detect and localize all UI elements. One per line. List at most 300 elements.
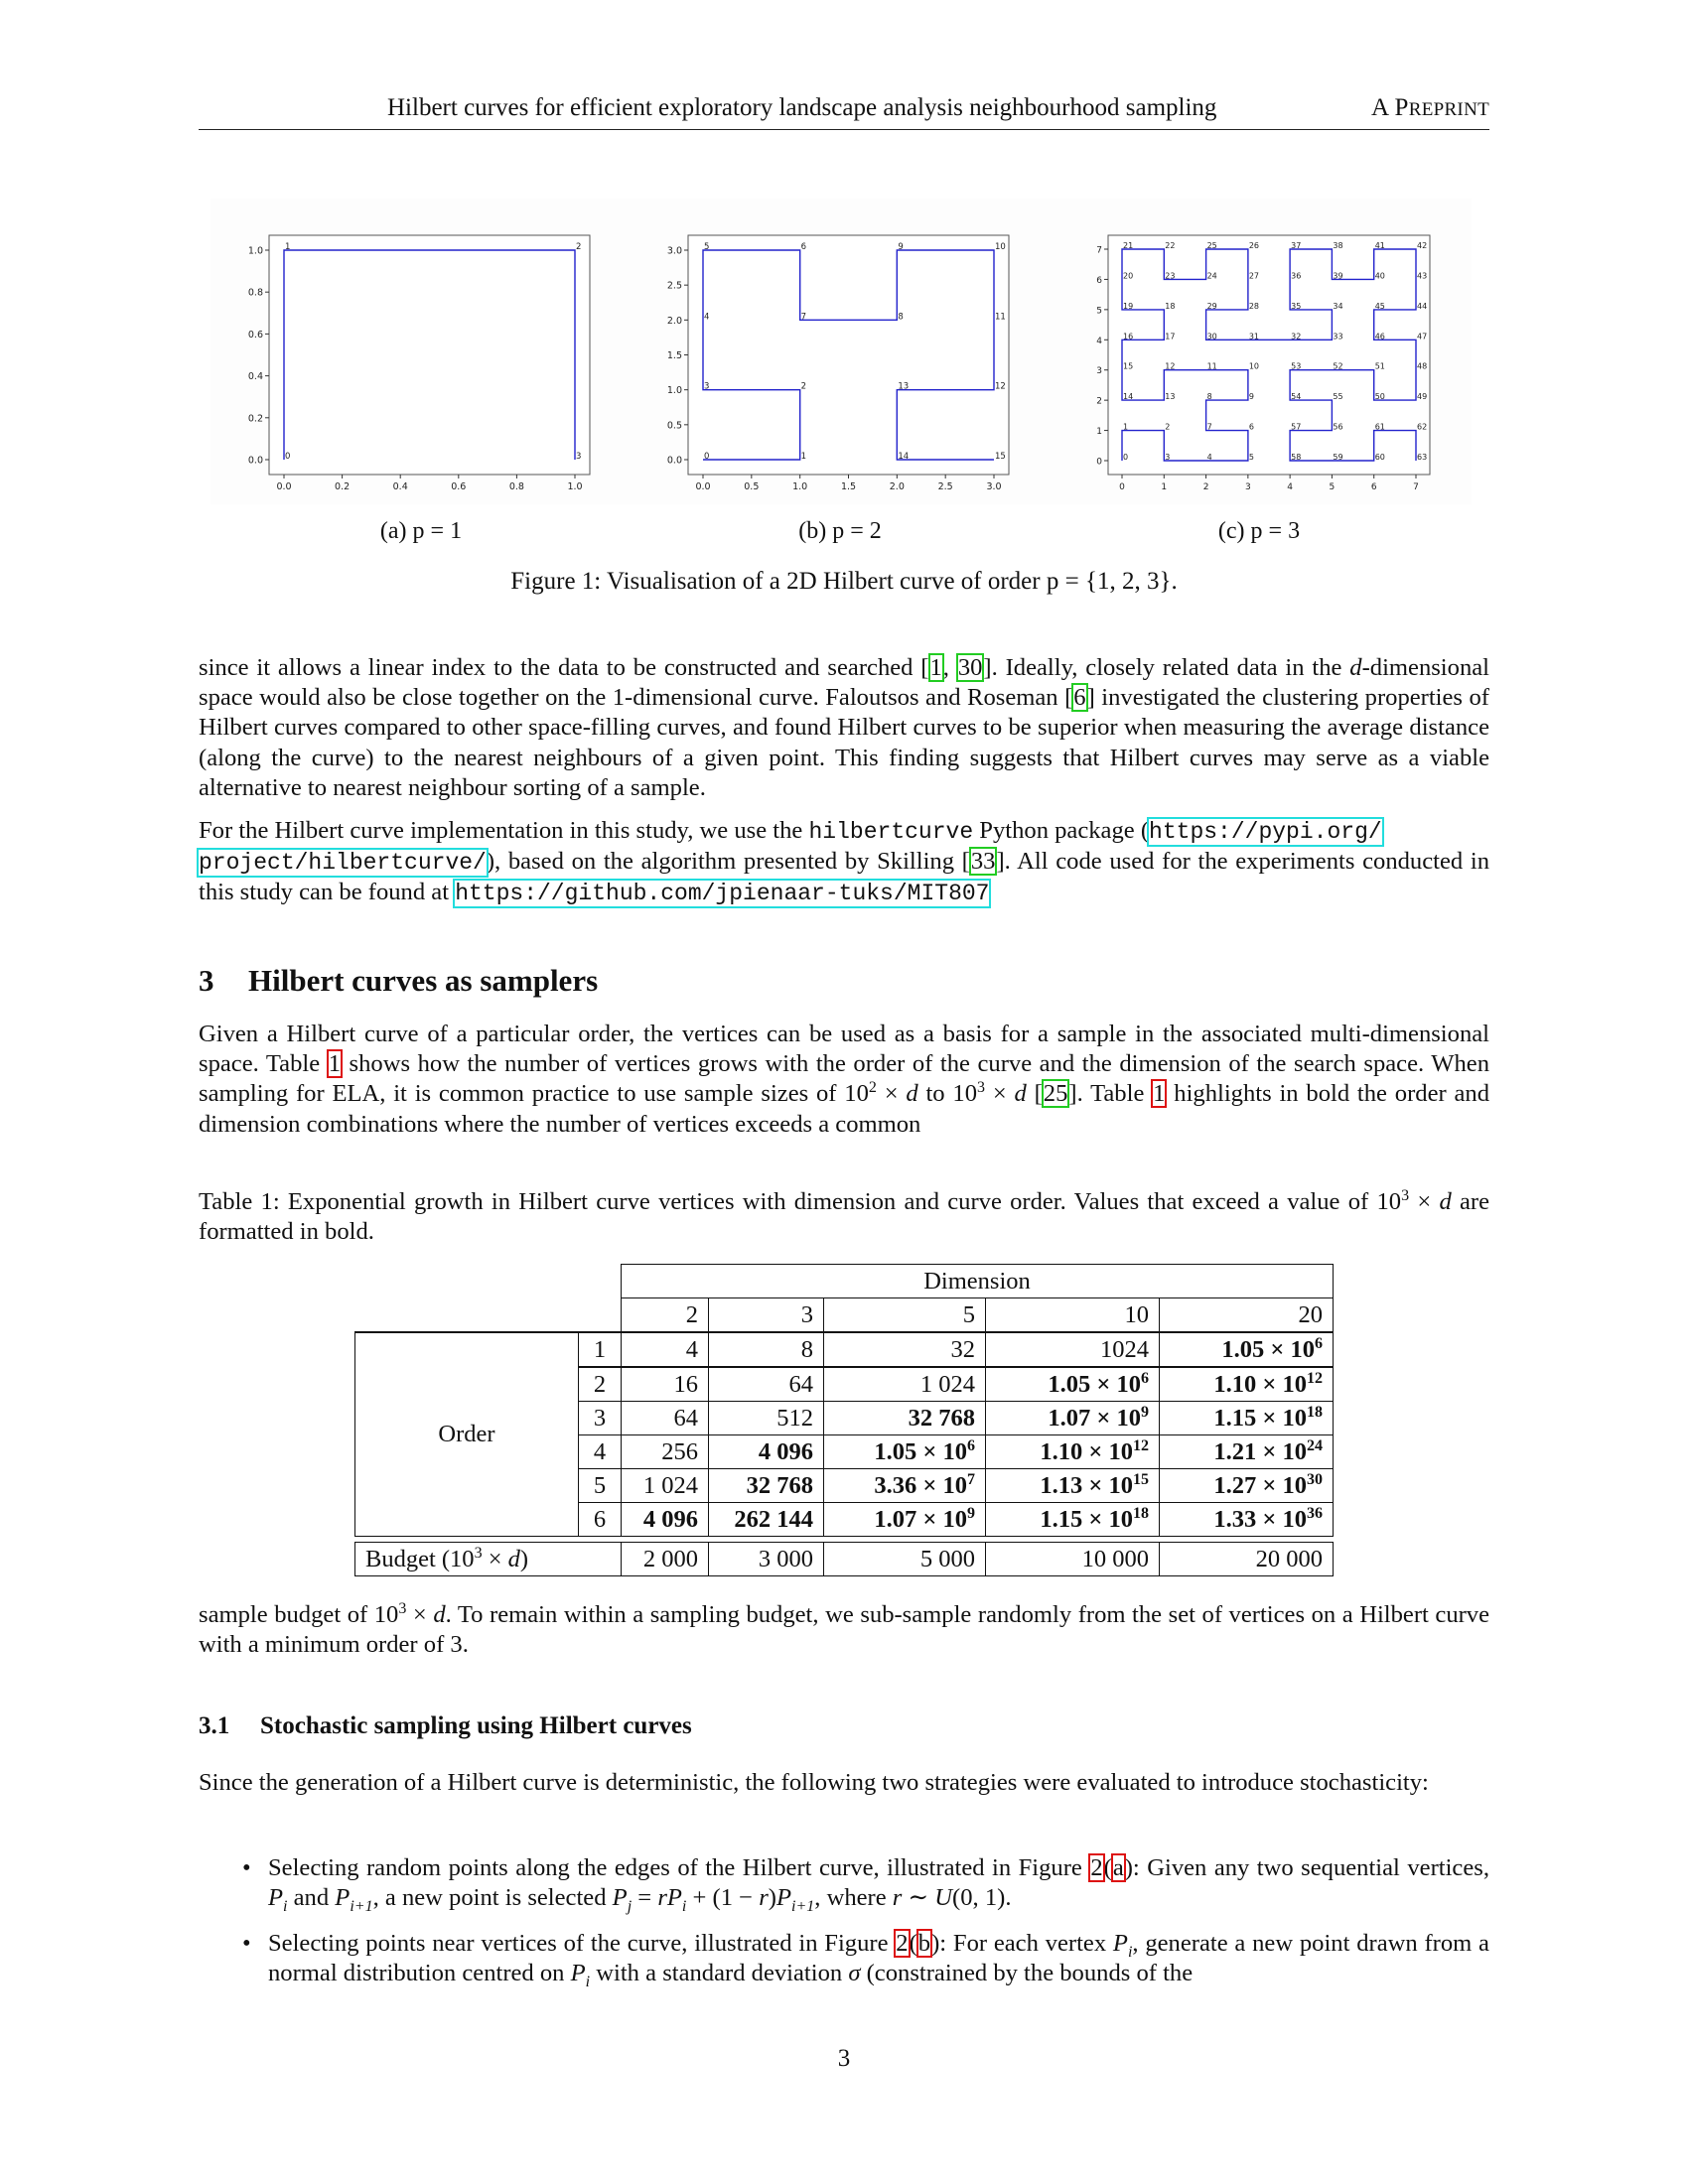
vertex-label: 2: [1165, 422, 1171, 432]
vertex-label: 5: [704, 242, 710, 252]
vertex-label: 46: [1374, 332, 1385, 341]
vertex-label: 29: [1206, 301, 1217, 311]
vertex-table: [354, 1264, 1334, 1537]
y-tick-label: 7: [1096, 245, 1102, 256]
table-cell: $1.10 \times 10^{12}$: [1160, 1367, 1334, 1402]
vertex-label: 16: [1123, 332, 1134, 341]
hilbert-plot-p3: [1045, 199, 1472, 504]
subscript: i: [1127, 1943, 1133, 1961]
subcaption-a: [272, 518, 570, 545]
text: ×: [876, 1080, 907, 1108]
dimension-column-header: 10: [986, 1298, 1160, 1333]
vertex-label: 38: [1333, 241, 1343, 250]
vertex-label: 0: [704, 452, 710, 462]
text: For the Hilbert curve implementation in this study, we use the: [199, 817, 809, 844]
figure-ref-link[interactable]: 2: [896, 1930, 909, 1957]
paragraph-clustering: [199, 653, 1489, 803]
vertex-label: 42: [1417, 241, 1428, 250]
text: ): Given any two sequential vertices,: [1124, 1854, 1489, 1881]
math-var: U: [934, 1884, 953, 1912]
x-tick-label: 5: [1329, 482, 1336, 492]
math-var: P: [775, 1884, 792, 1912]
vertex-label: 2: [576, 242, 582, 252]
vertex-label: 0: [285, 452, 291, 462]
text: , generate a new point drawn from a normal distribution centred on: [268, 1930, 1489, 1987]
citation-link[interactable]: 33: [970, 848, 996, 876]
text: (: [1103, 1854, 1112, 1881]
vertex-label: 61: [1374, 422, 1385, 432]
vertex-label: 12: [1165, 361, 1176, 371]
subscript: i: [681, 1898, 687, 1916]
math-var: P: [570, 1960, 586, 1987]
vertex-label: 24: [1206, 271, 1217, 281]
vertex-label: 3: [704, 381, 710, 392]
order-value: 2: [579, 1367, 622, 1402]
math-var: d: [1439, 1188, 1452, 1215]
vertex-label: 2: [800, 381, 807, 392]
vertex-label: 5: [1248, 453, 1254, 462]
text: Given a Hilbert curve of a particular order, the vertices can be used as a basis for a sample in the associated multi-dimensional space. Table: [199, 1021, 1489, 1078]
running-header: [199, 91, 1489, 130]
y-tick-label: 0: [1096, 457, 1102, 468]
x-tick-label: 2: [1202, 482, 1209, 492]
math-var: P: [268, 1884, 284, 1912]
exponent: 3: [977, 1079, 986, 1097]
figure-caption: Figure 1: Visualisation of a 2D Hilbert curve of order p = {1, 2, 3}.: [510, 568, 1178, 595]
text: , a new point is selected: [372, 1884, 613, 1912]
subsection-number: 3.1: [199, 1712, 230, 1739]
dimension-column-header: 20: [1160, 1298, 1334, 1333]
vertex-label: 41: [1374, 241, 1385, 250]
vertex-label: 27: [1248, 271, 1260, 281]
vertex-label: 13: [1165, 392, 1176, 402]
text: sample budget of 10: [199, 1601, 399, 1628]
table-cell: 4: [622, 1332, 709, 1367]
text: + (1 −: [686, 1884, 760, 1912]
text: ×: [985, 1080, 1015, 1108]
text: ): For each vertex: [931, 1930, 1113, 1957]
vertex-label: 26: [1248, 241, 1260, 250]
text: Selecting random points along the edges of the Hilbert curve, illustrated in Figure: [268, 1854, 1090, 1881]
y-tick-label: 0.2: [247, 413, 263, 425]
y-tick-label: 6: [1096, 275, 1102, 286]
x-tick-label: 1.0: [567, 481, 583, 492]
vertex-label: 23: [1165, 271, 1176, 281]
x-tick-label: 0.6: [451, 481, 467, 492]
vertex-label: 33: [1333, 332, 1343, 341]
math-var: d: [906, 1080, 918, 1108]
y-tick-label: 1: [1096, 427, 1102, 438]
text: , where: [814, 1884, 893, 1912]
list-item-vertex-sampling: [242, 1929, 1489, 1991]
x-tick-label: 0.0: [695, 481, 711, 492]
subcaption-c-text: (c) p = 3: [1217, 518, 1301, 544]
vertex-label: 9: [898, 242, 904, 252]
vertex-label: 30: [1206, 332, 1217, 341]
subscript: i+1: [350, 1898, 373, 1916]
paragraph-budget: [199, 1600, 1489, 1660]
blank-cell: [355, 1298, 579, 1333]
table-cell: 1024: [986, 1332, 1160, 1367]
figure-ref-link[interactable]: b: [917, 1930, 931, 1957]
table-cell: 16: [622, 1367, 709, 1402]
y-tick-label: 1.5: [666, 350, 682, 361]
table-cell: 4 096: [709, 1435, 824, 1469]
subsection-title: Stochastic sampling using Hilbert curves: [260, 1712, 692, 1739]
math-var: rP: [657, 1884, 682, 1912]
blank-cell: [579, 1298, 622, 1333]
y-tick-label: 2.5: [666, 280, 682, 292]
order-value: 3: [579, 1402, 622, 1435]
vertex-label: 55: [1333, 392, 1343, 402]
hilbert-plot-p1: [211, 199, 628, 504]
vertex-label: 34: [1333, 301, 1343, 311]
paragraph-implementation: [199, 816, 1489, 909]
text: ×: [1409, 1188, 1440, 1215]
x-tick-label: 3: [1244, 482, 1251, 492]
y-tick-label: 3: [1096, 366, 1102, 377]
text: ] investigated the clustering properties of Hilbert curves compared to other space-filling curves, and found Hilbert curves to be superior when measuring the average distance (along the curve) to the nearest neighbours of a given point. This finding suggests that Hilbert curves may serve as a viable alternative to nearest neighbour sorting of a sample.: [199, 684, 1489, 801]
running-title: Hilbert curves for efficient exploratory landscape analysis neighbourhood sampling: [387, 94, 1217, 121]
vertex-label: 62: [1417, 422, 1428, 432]
y-tick-label: 0.4: [247, 371, 263, 383]
text: (constrained by the bounds of the: [860, 1960, 1194, 1987]
vertex-label: 10: [995, 242, 1006, 252]
vertex-label: 3: [1165, 453, 1171, 462]
vertex-label: 43: [1417, 271, 1428, 281]
table-cell: 512: [709, 1402, 824, 1435]
vertex-label: 44: [1417, 301, 1428, 311]
exponent: 3: [474, 1544, 483, 1562]
vertex-label: 39: [1333, 271, 1343, 281]
x-tick-label: 3.0: [986, 481, 1002, 492]
math-var: d: [1014, 1080, 1027, 1108]
blank-cell: [579, 1265, 622, 1298]
vertex-label: 11: [1206, 361, 1217, 371]
math-var: r: [759, 1884, 769, 1912]
blank-cell: [355, 1265, 579, 1298]
exponent: 3: [398, 1599, 407, 1617]
section-title: Hilbert curves as samplers: [248, 963, 599, 998]
order-value: 6: [579, 1503, 622, 1537]
x-tick-label: 0.2: [335, 481, 351, 492]
vertex-label: 15: [995, 452, 1006, 462]
citation-link[interactable]: 25: [1043, 1080, 1068, 1108]
table-cell: 32 768: [709, 1469, 824, 1503]
table-ref-link[interactable]: 1: [1153, 1080, 1166, 1108]
x-tick-label: 0.4: [392, 481, 408, 492]
table-cell: 4 096: [622, 1503, 709, 1537]
y-tick-label: 0.8: [247, 287, 263, 299]
table-cell: $1.15 \times 10^{18}$: [986, 1503, 1160, 1537]
subcaption-b: [691, 518, 989, 545]
y-tick-label: 3.0: [666, 245, 682, 257]
table-cell: $1.05 \times 10^6$: [824, 1435, 986, 1469]
vertex-label: 1: [285, 242, 291, 252]
table-cell: 262 144: [709, 1503, 824, 1537]
package-name: hilbertcurve: [808, 819, 974, 845]
vertex-label: 37: [1291, 241, 1302, 250]
figure-ref-link[interactable]: 2: [1090, 1854, 1103, 1881]
order-row-header: Order: [355, 1332, 579, 1537]
vertex-label: 28: [1248, 301, 1260, 311]
x-tick-label: 1.5: [840, 481, 857, 492]
y-tick-label: 0.5: [666, 420, 682, 432]
section-number: 3: [199, 963, 214, 998]
x-tick-label: 6: [1370, 482, 1377, 492]
vertex-label: 10: [1248, 361, 1260, 371]
vertex-label: 63: [1417, 453, 1428, 462]
y-tick-label: 0.6: [247, 329, 263, 341]
table-cell: $1.10 \times 10^{12}$: [986, 1435, 1160, 1469]
preprint-tag: [1371, 94, 1489, 122]
vertex-label: 7: [800, 312, 807, 323]
order-value: 5: [579, 1469, 622, 1503]
vertex-label: 0: [1123, 453, 1129, 462]
figure-ref-link[interactable]: a: [1112, 1854, 1124, 1881]
vertex-label: 21: [1123, 241, 1134, 250]
text: ∼: [902, 1884, 935, 1912]
vertex-label: 50: [1374, 392, 1385, 402]
table-cell: 8: [709, 1332, 824, 1367]
figure-panel-c: [1045, 199, 1472, 504]
budget-value: 3 000: [709, 1543, 824, 1576]
x-tick-label: 2.0: [889, 481, 905, 492]
exponent: 2: [868, 1079, 877, 1097]
x-tick-label: 7: [1413, 482, 1419, 492]
text: . To remain within a sampling budget, we sub-sample randomly from the set of vertices on a Hilbert curve with a minimum order of 3.: [199, 1601, 1490, 1659]
table-header-group-row: [355, 1265, 1334, 1298]
budget-value: 2 000: [622, 1543, 709, 1576]
text: =: [632, 1884, 658, 1912]
order-value: 1: [579, 1332, 622, 1367]
table-cell: 64: [709, 1367, 824, 1402]
text: highlights in bold the order and dimension combinations where the number of vertices exceeds a common: [199, 1080, 1489, 1138]
x-tick-label: 0.8: [508, 481, 524, 492]
text: since it allows a linear index to the data to be constructed and searched [: [199, 654, 929, 681]
x-tick-label: 1: [1161, 482, 1168, 492]
math-var: d: [507, 1545, 520, 1572]
y-tick-label: 2: [1096, 396, 1102, 407]
vertex-label: 36: [1291, 271, 1302, 281]
vertex-label: 13: [898, 381, 910, 392]
table-vertex-growth: [354, 1264, 1337, 1576]
text: Python package (: [973, 817, 1150, 844]
vertex-label: 57: [1291, 422, 1302, 432]
paragraph-stochastic: Since the generation of a Hilbert curve is deterministic, the following two strategies were evaluated to introduce stochasticity:: [199, 1769, 1429, 1796]
text: ): [768, 1884, 776, 1912]
table-cell: $1.05 \times 10^6$: [1160, 1332, 1334, 1367]
budget-label: [355, 1543, 622, 1576]
vertex-label: 1: [1123, 422, 1129, 432]
figure-panel-a: [211, 199, 628, 504]
table-dimension-row: [355, 1298, 1334, 1333]
y-tick-label: 0.0: [666, 455, 682, 467]
text: -dimensional space would also be close together on the 1-dimensional curve. Faloutsos and Roseman [: [199, 654, 1489, 712]
exponent: 3: [1401, 1186, 1410, 1204]
vertex-label: 4: [1206, 453, 1212, 462]
table-cell: $1.21 \times 10^{24}$: [1160, 1435, 1334, 1469]
vertex-label: 60: [1374, 453, 1385, 462]
math-var: d: [1349, 654, 1362, 681]
y-tick-label: 2.0: [666, 315, 682, 327]
y-tick-label: 0.0: [247, 455, 263, 467]
text: ): [519, 1545, 529, 1572]
vertex-label: 47: [1417, 332, 1428, 341]
text: ]. All code used for the experiments conducted in this study can be found at: [199, 848, 1489, 906]
vertex-label: 17: [1165, 332, 1176, 341]
vertex-label: 14: [1123, 392, 1134, 402]
axes-frame: [269, 235, 590, 475]
budget-value: 10 000: [986, 1543, 1160, 1576]
x-tick-label: 1.0: [792, 481, 808, 492]
vertex-label: 32: [1291, 332, 1302, 341]
x-tick-label: 2.5: [937, 481, 953, 492]
vertex-label: 14: [898, 452, 910, 462]
text: ]. Ideally, closely related data in the: [983, 654, 1350, 681]
vertex-label: 53: [1291, 361, 1302, 371]
subcaption-c: [1110, 518, 1408, 545]
text: Budget (10: [365, 1545, 475, 1572]
axes-frame: [688, 235, 1009, 475]
budget-value: 5 000: [824, 1543, 986, 1576]
subscript: i+1: [791, 1898, 815, 1916]
vertex-label: 15: [1123, 361, 1134, 371]
vertex-label: 59: [1333, 453, 1343, 462]
vertex-label: 19: [1123, 301, 1134, 311]
table-cell: 1 024: [824, 1367, 986, 1402]
x-tick-label: 0.5: [744, 481, 760, 492]
text: ]. Table: [1068, 1080, 1153, 1108]
budget-value: 20 000: [1160, 1543, 1334, 1576]
table-cell: $1.05 \times 10^6$: [986, 1367, 1160, 1402]
table-cell: 32: [824, 1332, 986, 1367]
table-cell: $1.15 \times 10^{18}$: [1160, 1402, 1334, 1435]
paragraph-samplers: [199, 1020, 1489, 1140]
section-heading-3: [199, 963, 598, 999]
vertex-label: 12: [995, 381, 1006, 392]
math-var: r: [892, 1884, 903, 1912]
preprint-tag-first: A P: [1370, 94, 1409, 121]
math-var: P: [335, 1884, 351, 1912]
y-tick-label: 4: [1096, 336, 1102, 346]
preprint-tag-rest: REPRINT: [1408, 99, 1489, 120]
budget-row: [355, 1543, 1334, 1576]
table-cell: 32 768: [824, 1402, 986, 1435]
bullet-icon: •: [242, 1854, 251, 1881]
vertex-label: 8: [1206, 392, 1212, 402]
text: (0, 1).: [952, 1884, 1012, 1912]
x-tick-label: 4: [1287, 482, 1294, 492]
subscript: j: [627, 1898, 633, 1916]
text: shows how the number of vertices grows with the order of the curve and the dimension of the search space. When sampling for ELA, it is common practice to use sample sizes of 10: [199, 1050, 1489, 1108]
budget-table: [354, 1542, 1334, 1576]
text: [: [1026, 1080, 1043, 1108]
vertex-label: 49: [1417, 392, 1428, 402]
text: with a standard deviation: [590, 1960, 849, 1987]
table-caption: [199, 1187, 1489, 1247]
y-tick-label: 5: [1096, 306, 1102, 317]
bullet-icon: •: [242, 1930, 251, 1957]
citation-link[interactable]: 6: [1073, 684, 1086, 712]
pypi-url-link-cont[interactable]: project/hilbertcurve/: [199, 850, 487, 877]
figure-panel-b: [628, 199, 1045, 504]
text: and: [287, 1884, 336, 1912]
table-ref-link[interactable]: 1: [328, 1050, 341, 1078]
citation-link[interactable]: 1: [929, 654, 942, 681]
subsection-heading-3-1: [199, 1712, 692, 1740]
vertex-label: 25: [1206, 241, 1217, 250]
vertex-label: 48: [1417, 361, 1428, 371]
text: (: [909, 1930, 917, 1957]
dimension-column-header: 2: [622, 1298, 709, 1333]
vertex-label: 52: [1333, 361, 1343, 371]
x-tick-label: 0.0: [276, 481, 292, 492]
text: ), based on the algorithm presented by Skilling [: [486, 848, 970, 876]
dimension-column-header: 3: [709, 1298, 824, 1333]
table-cell: 1 024: [622, 1469, 709, 1503]
math-var: P: [1112, 1930, 1128, 1957]
vertex-label: 35: [1291, 301, 1302, 311]
y-tick-label: 1.0: [247, 245, 263, 257]
table-cell: 64: [622, 1402, 709, 1435]
vertex-label: 31: [1248, 332, 1260, 341]
order-value: 4: [579, 1435, 622, 1469]
text: are formatted in bold.: [199, 1188, 1490, 1246]
vertex-label: 18: [1165, 301, 1176, 311]
vertex-label: 1: [800, 452, 807, 462]
math-var: P: [612, 1884, 628, 1912]
vertex-label: 6: [800, 242, 807, 252]
subscript: i: [283, 1898, 288, 1916]
vertex-label: 3: [576, 452, 582, 462]
text: to 10: [917, 1080, 978, 1108]
y-tick-label: 1.0: [666, 385, 682, 397]
table-cell: $1.07 \times 10^9$: [824, 1503, 986, 1537]
vertex-label: 56: [1333, 422, 1343, 432]
citation-link[interactable]: 30: [957, 654, 983, 681]
vertex-label: 45: [1374, 301, 1385, 311]
list-item-edge-sampling: [242, 1853, 1489, 1916]
vertex-label: 8: [898, 312, 904, 323]
subscript: i: [585, 1974, 591, 1991]
vertex-label: 40: [1374, 271, 1385, 281]
table-cell: $1.33 \times 10^{36}$: [1160, 1503, 1334, 1537]
table-cell: $1.27 \times 10^{30}$: [1160, 1469, 1334, 1503]
page-number: 3: [837, 2045, 851, 2072]
vertex-label: 7: [1206, 422, 1212, 432]
vertex-label: 4: [704, 312, 710, 323]
pypi-url-link[interactable]: https://pypi.org/: [1149, 819, 1382, 845]
vertex-label: 22: [1165, 241, 1176, 250]
text: ,: [942, 654, 957, 681]
math-var: d: [433, 1601, 446, 1628]
vertex-label: 51: [1374, 361, 1385, 371]
github-url-link[interactable]: https://github.com/jpienaar-tuks/MIT807: [455, 881, 990, 907]
vertex-label: 11: [995, 312, 1006, 323]
vertex-label: 58: [1291, 453, 1302, 462]
dimension-header: Dimension: [622, 1265, 1334, 1298]
vertex-label: 20: [1123, 271, 1134, 281]
text: Table 1: Exponential growth in Hilbert curve vertices with dimension and curve order. Values that exceed a value of 10: [199, 1188, 1402, 1215]
text: ×: [406, 1601, 434, 1628]
vertex-label: 6: [1248, 422, 1254, 432]
table-row: [355, 1332, 1334, 1367]
vertex-label: 9: [1248, 392, 1254, 402]
subcaption-b-text: (b) p = 2: [798, 518, 882, 544]
text: ×: [482, 1545, 508, 1572]
table-cell: $1.13 \times 10^{15}$: [986, 1469, 1160, 1503]
